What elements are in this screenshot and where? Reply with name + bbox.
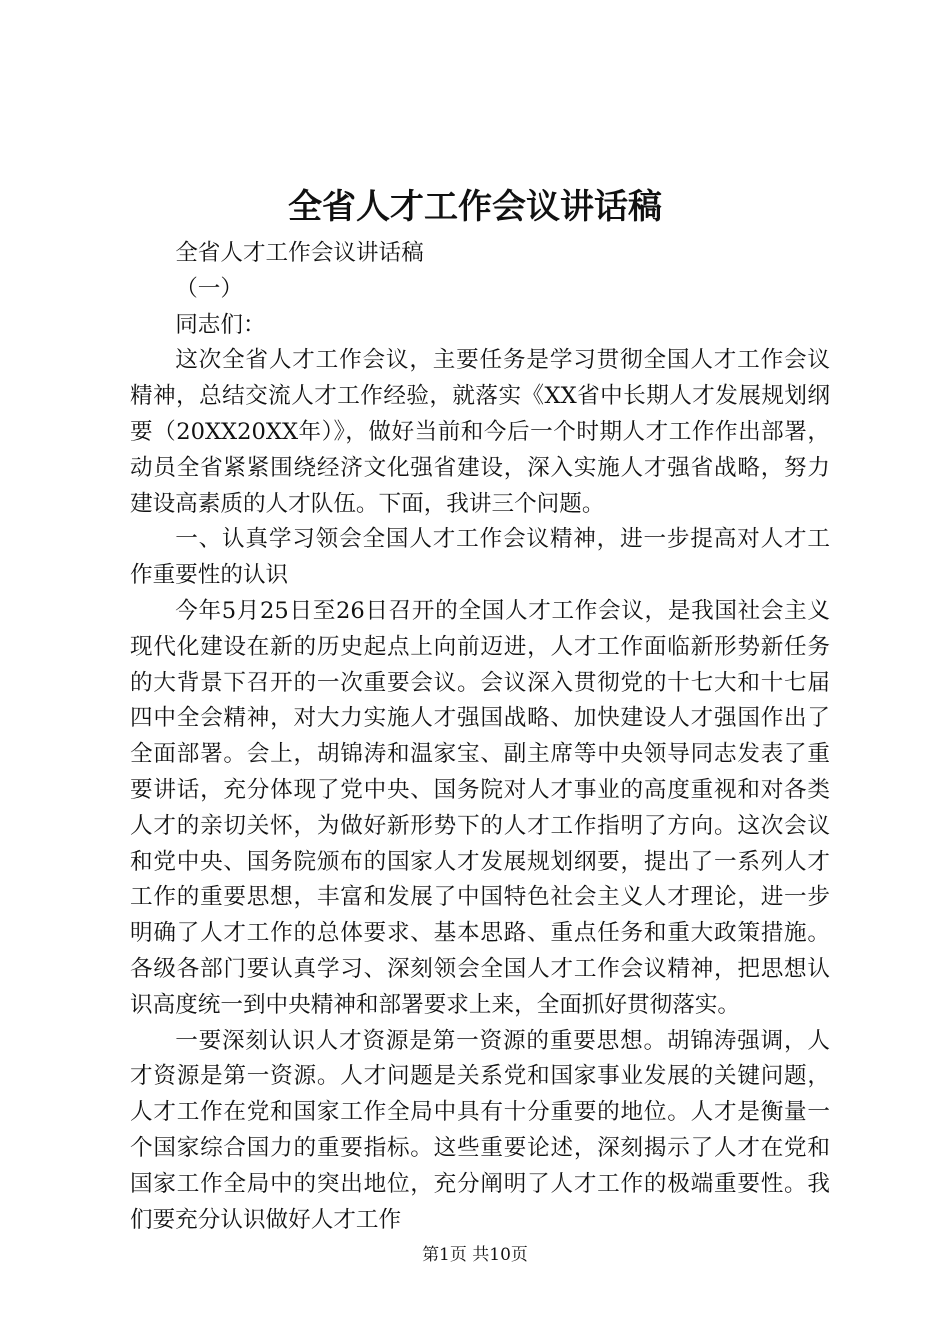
heading-paragraph: 一、认真学习领会全国人才工作会议精神，进一步提高对人才工作重要性的认识: [130, 526, 830, 589]
section-number-paragraph: （一）: [175, 275, 243, 302]
document-title: 全省人才工作会议讲话稿: [288, 187, 662, 227]
body-paragraph: 一要深刻认识人才资源是第一资源的重要思想。胡锦涛强调，人才资源是第一资源。人才问题是关系党和国家事业发展的关键问题，人才工作在党和国家工作全局中具有十分重要的地位。人才是衡量一个国家综合国力的重要指标。这些重要论述，深刻揭示了人才在党和国家工作全局中的突出地位，充分阐明了人才工作的极端重要性。我们要充分认识做好人才工作: [130, 1027, 830, 1233]
salutation-paragraph: 同志们：: [175, 311, 266, 338]
intro-paragraph: 这次全省人才工作会议，主要任务是学习贯彻全国人才工作会议精神，总结交流人才工作经验，就落实《XX省中长期人才发展规划纲要（20XX20XX年）》，做好当前和今后一个时期人才工作作出部署，动员全省紧紧围绕经济文化强省建设，深入实施人才强省战略，努力建设高素质的人才队伍。下面，我讲三个问题。: [130, 347, 830, 517]
document-body: [130, 236, 830, 1238]
body-paragraph: 今年5月25日至26日召开的全国人才工作会议，是我国社会主义现代化建设在新的历史起点上向前迈进，人才工作面临新形势新任务的大背景下召开的一次重要会议。会议深入贯彻党的十七大和十七届四中全会精神，对大力实施人才强国战略、加快建设人才强国作出了全面部署。会上，胡锦涛和温家宝、副主席等中央领导同志发表了重要讲话，充分体现了党中央、国务院对人才事业的高度重视和对各类人才的亲切关怀，为做好新形势下的人才工作指明了方向。这次会议和党中央、国务院颁布的国家人才发展规划纲要，提出了一系列人才工作的重要思想，丰富和发展了中国特色社会主义人才理论，进一步明确了人才工作的总体要求、基本思路、重点任务和重大政策措施。各级各部门要认真学习、深刻领会全国人才工作会议精神，把思想认识高度统一到中央精神和部署要求上来，全面抓好贯彻落实。: [130, 597, 830, 1018]
page-footer: 第1页 共10页: [422, 1245, 528, 1265]
subtitle-paragraph: 全省人才工作会议讲话稿: [175, 240, 424, 266]
